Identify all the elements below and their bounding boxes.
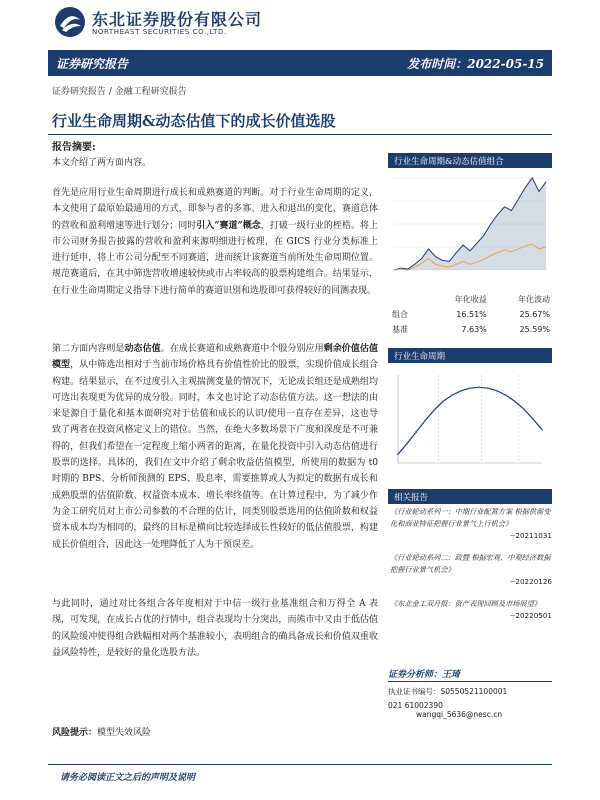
data-point — [460, 390, 462, 392]
risk-warning — [52, 725, 151, 738]
related-report-title: 《东北金工双月报：资产表现回顾及市场展望》 — [390, 599, 541, 608]
data-point — [523, 408, 525, 410]
related-report-date: --20220126 — [510, 577, 552, 586]
table-header-cell: 年化收益 — [454, 295, 487, 304]
breadcrumb: 证券研究报告 / 金融工程研究报告 — [52, 87, 187, 97]
related-report-title: 《行业轮动系列二：政暨 根据宏观、中观经济数据把握行业景气机会》 — [390, 553, 551, 574]
related-report-date: --20211031 — [510, 531, 552, 540]
report-type-label: 证券研究报告 — [56, 57, 129, 71]
logo-mark-icon — [54, 6, 86, 38]
p2-emphasis-1: 动态估值 — [124, 344, 161, 354]
lifecycle-curve — [398, 387, 542, 454]
table-cell: 组合 — [392, 310, 408, 319]
list-item[interactable] — [390, 598, 552, 622]
footer-divider — [48, 764, 552, 765]
publish-date: 发布时间：2022-05-15 — [407, 57, 544, 71]
p1-text-b: ，打破一级行业的桎梏。将上市公司财务报告披露的营收和盈利来源明细进行梳理，在 GICS 行业分类标准上进行延申，将上市公司分配至不同赛道，进而统计该赛道当前所处生命周期位置。规范赛道后，在其中筛选营收增速较快或市占率较高的股票构建组合。结果显示，在行业生命周期定义指导下进行简单的赛道识别和选股即可获得较好的回测表现。 — [52, 220, 378, 296]
data-point — [433, 409, 435, 411]
report-title: 行业生命周期&动态估值下的成长价值选股 — [52, 112, 336, 130]
panel-related-title: 相关报告 — [388, 489, 552, 504]
analyst-email[interactable]: wangqi_5636@nesc.cn — [416, 710, 503, 719]
table-cell: 25.59% — [519, 325, 550, 334]
title-divider — [48, 134, 552, 135]
portfolio-chart — [388, 170, 552, 280]
analyst-contact — [388, 701, 552, 719]
analyst-block — [388, 667, 552, 719]
risk-text: 模型失效风险 — [97, 728, 152, 738]
abstract-paragraph-2 — [52, 341, 378, 553]
table-cell: 基准 — [392, 325, 408, 334]
table-row — [392, 322, 550, 337]
panel-lifecycle-title: 行业生命周期 — [388, 348, 552, 363]
lifecycle-chart — [388, 365, 552, 475]
data-point — [478, 386, 480, 388]
list-item[interactable] — [390, 552, 552, 588]
abstract-intro: 本文介绍了两方面内容。 — [52, 158, 152, 168]
data-point — [469, 387, 471, 389]
footer-disclaimer-link[interactable]: 请务必阅读正文之后的声明及说明 — [60, 773, 196, 783]
data-point — [415, 431, 417, 433]
risk-label: 风险提示： — [52, 728, 98, 738]
table-cell: 7.63% — [461, 325, 487, 334]
analyst-name: 证券分析师：王琦 — [388, 667, 552, 682]
abstract-paragraph-3: 与此同时，通过对比各组合各年度相对于中信一级行业基准组合和万得全 A 表现，可发现，在成长占优的行情中，组合表现均十分突出，而熊市中又由于低估值的风险缓冲使得组合跌幅相对两个基准较小，表明组合的确具备成长和价值双重收益风险特性，是较好的量化选股方法。 — [52, 599, 378, 658]
p1-emphasis: 引入“赛道”概念 — [196, 220, 261, 231]
table-header-cell — [392, 292, 424, 307]
abstract-heading: 报告摘要: — [52, 142, 96, 153]
data-point — [496, 390, 498, 392]
data-point — [424, 420, 426, 422]
related-report-date: --20220501 — [510, 611, 552, 620]
p2-text-b: 。在成长赛道和成熟赛道中个股分别应用 — [160, 344, 324, 354]
related-report-title: 《行业轮动系列一：中期行业配置方案 根据供需变化和商业特征把握行业景气上行机会》 — [390, 507, 551, 528]
analyst-phone: 021 61002390 — [388, 701, 443, 710]
data-point — [514, 400, 516, 402]
data-point — [451, 394, 453, 396]
data-point — [532, 418, 534, 420]
data-point — [442, 400, 444, 402]
table-cell: 16.51% — [456, 310, 487, 319]
performance-table — [392, 292, 550, 337]
analyst-cert: 执业证书编号：S0550521100001 — [388, 687, 508, 696]
abstract-paragraph-1 — [52, 185, 378, 299]
table-header-cell: 年化波动 — [518, 295, 550, 304]
header-bar — [48, 50, 552, 76]
table-header-row — [392, 292, 550, 307]
company-name-cn: 东北证券股份有限公司 — [92, 10, 263, 29]
list-item[interactable] — [390, 506, 552, 542]
table-cell: 25.67% — [519, 310, 550, 319]
panel-portfolio-title: 行业生命周期&动态估值组合 — [388, 153, 552, 168]
company-logo — [54, 6, 294, 40]
table-row — [392, 307, 550, 322]
data-point — [487, 387, 489, 389]
p1-text-a: 首先是应用行业生命周期进行成长和成熟赛道的判断。对于行业生命周期的定义，本文使用了最原始最通用的方式，即参与者的多寡、进入和退出的变化、赛道总体的营收和盈利增速等进行划分；同时 — [52, 188, 378, 231]
p2-text-c: ，从中筛选出相对于当前市场价格具有价值性价比的股票，实现价值成长组合构建。结果显示，在不过度引入主观揣测变量的情况下，无论成长组还是成熟组均可选出表现更为优异的成分股。同时，本文也讨论了动态估值方法。这一想法的由来是源自于量化和基本面研究对于估值和成长的认识/使用一直存在差异，这也导致了两者在投资风格定义上的错位。当然，在绝大多数场景下广度和深度是不可兼得的，但我们希望在一定程度上缩小两者的距离，在量化投资中引入动态估值进行股票的选择。具体的，我们在文中介绍了剩余收益估值模型，所使用的数据为 t0 时期的 BPS、分析师预测的 EPS、股息率，需要推算或人为拟定的数据有成长和成熟股票的估值阶数、权益资本成本、增长率终值等。在计算过程中，为了减少作为金工研究员对上市公司参数的不合理的估计，同类别股票选用的估值阶数和权益资本成本均为相同的，最终的目标是横向比较选择成长性较好的低估值股票，构建成长价值组合，因此这一处理降低了人为干预误差。 — [52, 360, 378, 550]
company-name-en: NORTHEAST SECURITIES CO.,LTD. — [92, 28, 227, 36]
data-point — [406, 443, 408, 445]
data-point — [505, 394, 507, 396]
data-point — [397, 453, 399, 455]
data-point — [541, 428, 543, 430]
related-reports-list — [390, 506, 552, 632]
p2-text-a: 第二方面内容则是 — [52, 344, 125, 354]
p2-emphasis-2: 剩余价值估值模型 — [52, 344, 378, 371]
